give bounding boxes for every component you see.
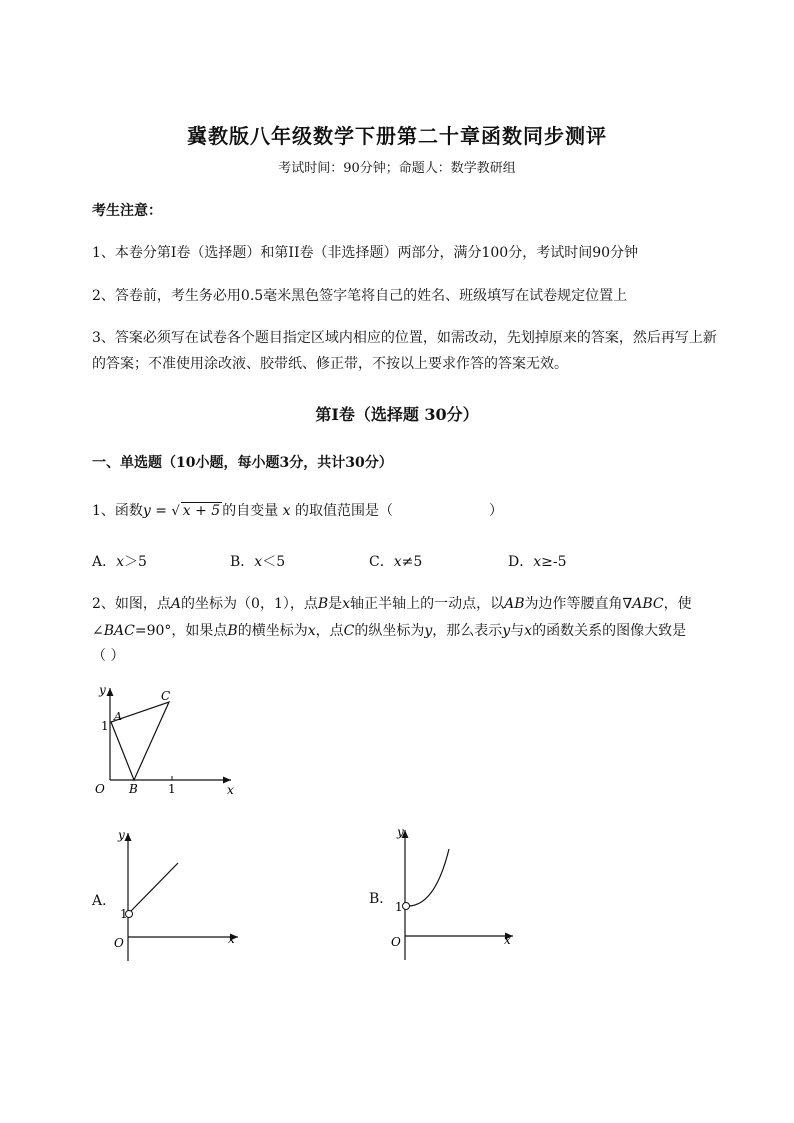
opt-a-x-label: x (228, 932, 235, 946)
y-axis-arrow (125, 833, 132, 841)
point-a-label: A (114, 710, 122, 723)
q2-option-a-label[interactable]: A． (92, 893, 117, 909)
notice-item-1: 1、本卷分第I卷（选择题）和第II卷（非选择题）两部分，满分100分，考试时间90分钟 (92, 245, 639, 261)
fig-origin-label: O (95, 782, 105, 796)
page-title: 冀教版八年级数学下册第二十章函数同步测评 (187, 124, 607, 148)
q1-option-b[interactable]: B．x＜5 (230, 554, 286, 570)
q1-option-a[interactable]: A．x＞5 (92, 554, 147, 570)
question-1: 1、函数y = √ x + 5 的自变量 x 的取值范围是（ ） (92, 503, 504, 519)
q2-option-a-graph[interactable] (110, 825, 250, 965)
q1-func-lhs: y = (142, 503, 172, 519)
q1-suffix: 的取值范围是（ (295, 503, 394, 519)
q1-option-d[interactable]: D．x≥-5 (508, 554, 567, 570)
q1-func-radicand: x + 5 (182, 503, 221, 519)
q1-var: x (282, 503, 291, 519)
open-point (403, 903, 410, 910)
question-2-answer-bracket: （ ） (92, 648, 125, 664)
opt-b-y-label: y (397, 825, 404, 839)
q2-figure (85, 680, 255, 805)
notice-heading: 考生注意： (92, 203, 162, 219)
x-tick-1-label: 1 (168, 782, 176, 796)
opt-b-origin: O (391, 935, 401, 949)
exam-info: 考试时间：90分钟；命题人：数学教研组 (278, 161, 516, 176)
point-b-label: B (129, 782, 138, 796)
part1-title: 第I卷（选择题 30分） (315, 405, 479, 424)
opt-a-origin: O (114, 936, 124, 950)
q1-option-c[interactable]: C．x≠5 (369, 554, 423, 570)
opt-b-one: 1 (395, 900, 403, 914)
linear-graph (131, 863, 178, 911)
opt-b-x-label: x (504, 933, 511, 947)
notice-item-3-cont: 的答案；不准使用涂改液、胶带纸、修正带，不按以上要求作答的答案无效。 (92, 356, 568, 372)
q1-middle: 的自变量 (222, 503, 279, 519)
notice-item-3: 3、答案必须写在试卷各个题目指定区域内相应的位置，如需改动，先划掉原来的答案，然后再写上新 (92, 330, 717, 346)
q1-prefix: 1、函数 (92, 503, 143, 519)
q1-close: ） (489, 503, 504, 519)
y-axis-arrow (107, 688, 114, 696)
fig-y-label: y (99, 683, 106, 697)
point-c-label: C (161, 689, 171, 703)
y-tick-1-label: 1 (101, 719, 109, 733)
opt-a-y-label: y (118, 828, 125, 842)
q2-option-b-graph[interactable] (387, 822, 527, 962)
curve-graph (408, 849, 449, 906)
q2-option-b-label[interactable]: B． (369, 891, 394, 907)
section-heading: 一、单选题（10小题，每小题3分，共计30分） (92, 455, 393, 471)
opt-a-one: 1 (120, 907, 128, 921)
question-2-line-1: 2、如图，点A的坐标为（0，1），点B是x轴正半轴上的一动点，以AB为边作等腰直角∇ABC，使 (92, 596, 692, 612)
fig-x-label: x (227, 783, 234, 797)
question-2-line-2: ∠BAC=90°，如果点B的横坐标为x，点C的纵坐标为y，那么表示y与x的函数关系的图像大致是 (92, 623, 687, 639)
notice-item-2: 2、答卷前，考生务必用0.5毫米黑色签字笔将自己的姓名、班级填写在试卷规定位置上 (92, 288, 628, 304)
